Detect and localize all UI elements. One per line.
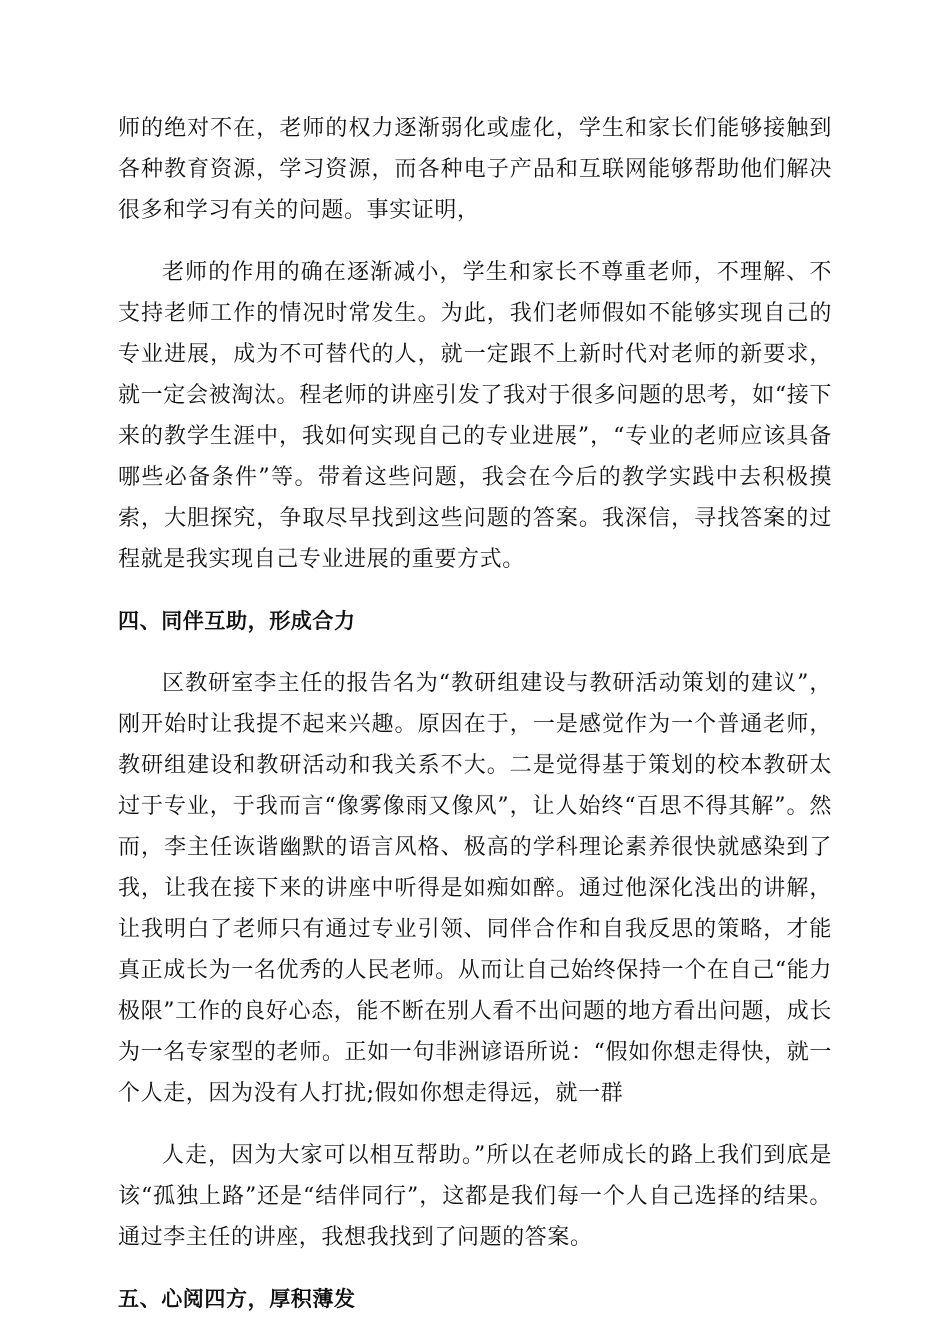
paragraph-teacher-role: 老师的作用的确在逐渐减小，学生和家长不尊重老师，不理解、不支持老师工作的情况时常发生。为此，我们老师假如不能够实现自己的专业进展，成为不可替代的人，就一定跟不上新时代对老师的新要求，就一定会被淘汰。程老师的讲座引发了我对于很多问题的思考，如“接下来的教学生涯中，我如何实现自己的专业进展”，“专业的老师应该具备哪些必备条件”等。带着这些问题，我会在今后的教学实践中去积极摸索，大胆探究，争取尽早找到这些问题的答案。我深信，寻找答案的过程就是我实现自己专业进展的重要方式。 xyxy=(118,260,832,572)
document-body xyxy=(118,108,832,1341)
section-heading-4: 四、同伴互助，形成合力 xyxy=(118,609,356,633)
section-heading-5: 五、心阅四方，厚积薄发 xyxy=(118,1287,356,1311)
paragraph-continued: 师的绝对不在，老师的权力逐渐弱化或虚化，学生和家长们能够接触到各种教育资源，学习资源，而各种电子产品和互联网能够帮助他们解决很多和学习有关的问题。事实证明， xyxy=(118,116,832,223)
paragraph-peer-support-continued: 人走，因为大家可以相互帮助。”所以在老师成长的路上我们到底是该“孤独上路”还是“结伴同行”，这都是我们每一个人自己选择的结果。通过李主任的讲座，我想我找到了问题的答案。 xyxy=(118,1143,832,1250)
paragraph-peer-support: 区教研室李主任的报告名为“教研组建设与教研活动策划的建议”，刚开始时让我提不起来兴趣。原因在于，一是感觉作为一个普通老师，教研组建设和教研活动和我关系不大。二是觉得基于策划的校本教研太过于专业，于我而言“像雾像雨又像风”，让人始终“百思不得其解”。然而，李主任诙谐幽默的语言风格、极高的学科理论素养很快就感染到了我，让我在接下来的讲座中听得是如痴如醉。通过他深化浅出的讲解，让我明白了老师只有通过专业引领、同伴合作和自我反思的策略，才能真正成长为一名优秀的人民老师。从而让自己始终保持一个在自己“能力极限”工作的良好心态，能不断在别人看不出问题的地方看出问题，成长为一名专家型的老师。正如一句非洲谚语所说：“假如你想走得快，就一个人走，因为没有人打扰;假如你想走得远，就一群 xyxy=(118,671,832,1106)
